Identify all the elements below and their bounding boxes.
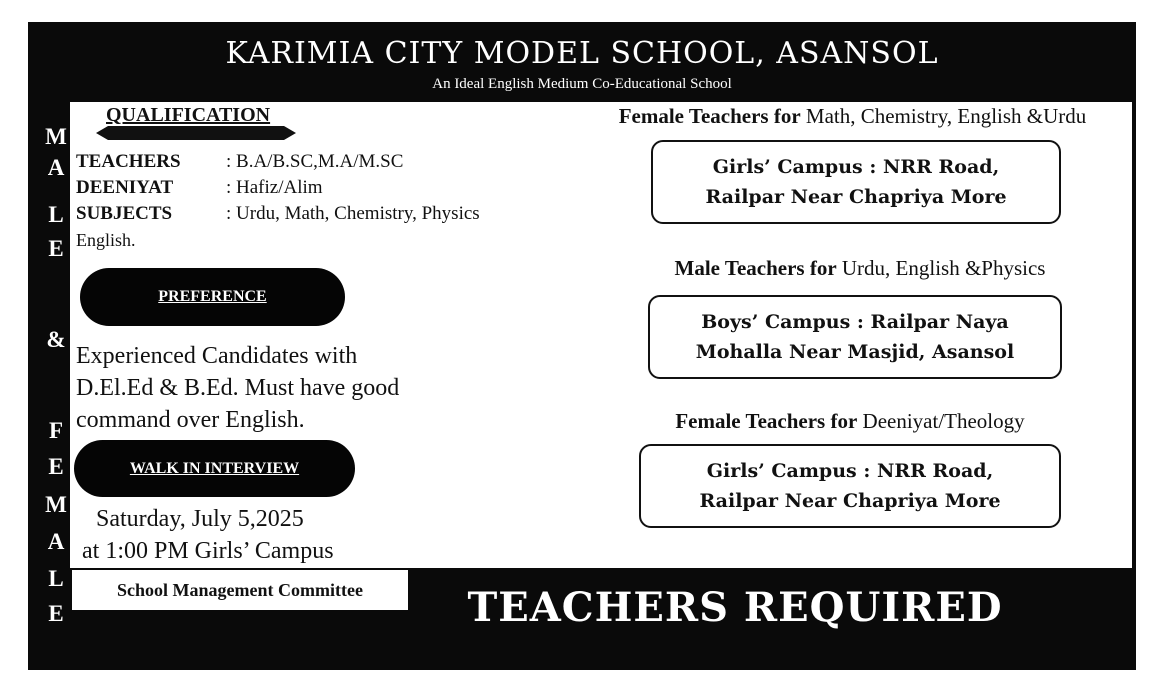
teachers-required-banner: TEACHERS REQUIRED: [467, 584, 1003, 631]
committee-label: School Management Committee: [72, 570, 408, 610]
school-title: KARIMIA CITY MODEL SCHOOL, ASANSOL: [225, 36, 939, 71]
qualification-value: : Urdu, Math, Chemistry, Physics: [226, 203, 480, 224]
campus-line: Mohalla Near Masjid, Asansol: [695, 341, 1015, 363]
position-role: Female Teachers for: [675, 409, 858, 433]
walk-in-heading: WALK IN INTERVIEW: [74, 440, 355, 497]
position-role: Female Teachers for: [618, 104, 801, 128]
side-letter: E: [48, 454, 64, 479]
qualification-label: SUBJECTS: [76, 203, 173, 224]
qualification-heading: QUALIFICATION: [106, 104, 271, 126]
side-letter: E: [48, 601, 64, 626]
walk-in-time: at 1:00 PM Girls’ Campus: [82, 538, 334, 564]
school-subtitle: An Ideal English Medium Co-Educational School: [432, 76, 732, 92]
campus-line: Railpar Near Chapriya More: [705, 186, 1007, 208]
preference-text: Experienced Candidates with D.El.Ed & B.Ed. Must have good command over English.: [76, 343, 400, 433]
side-letter: M: [45, 124, 67, 149]
qualification-row: [76, 151, 403, 173]
qualification-label: DEENIYAT: [76, 177, 174, 198]
qualification-value: : B.A/B.SC,M.A/M.SC: [226, 151, 404, 172]
qualification-label: TEACHERS: [76, 151, 181, 172]
position-subjects: Deeniyat/Theology: [862, 409, 1025, 433]
side-letter: L: [48, 202, 64, 227]
walk-in-date: Saturday, July 5,2025: [96, 506, 304, 532]
position-heading: [600, 256, 1120, 281]
side-letter: E: [48, 236, 64, 261]
campus-box: [639, 444, 1061, 528]
qualification-arrow-icon: [96, 126, 296, 140]
position-heading: [600, 409, 1100, 434]
side-letter: L: [48, 566, 64, 591]
campus-box: [648, 295, 1062, 379]
position-role: Male Teachers for: [674, 256, 837, 280]
campus-box: [651, 140, 1061, 224]
side-letter: M: [45, 492, 67, 517]
campus-line: Girls’ Campus : NRR Road,: [706, 460, 994, 482]
qualification-continuation: English.: [76, 230, 136, 250]
campus-line: Railpar Near Chapriya More: [699, 490, 1001, 512]
qualification-value: : Hafiz/Alim: [226, 177, 323, 198]
preference-heading: PREFERENCE: [80, 268, 345, 326]
side-letter: F: [48, 418, 64, 443]
position-subjects: Math, Chemistry, English &Urdu: [805, 104, 1087, 128]
side-letter: A: [47, 155, 65, 180]
side-letter: &: [46, 327, 66, 352]
side-letter: A: [47, 529, 65, 554]
position-heading: [585, 104, 1120, 129]
qualification-row: [76, 177, 323, 199]
qualification-row: [76, 203, 480, 225]
position-subjects: Urdu, English &Physics: [841, 256, 1046, 280]
campus-line: Boys’ Campus : Railpar Naya: [701, 311, 1009, 333]
campus-line: Girls’ Campus : NRR Road,: [712, 156, 1000, 178]
